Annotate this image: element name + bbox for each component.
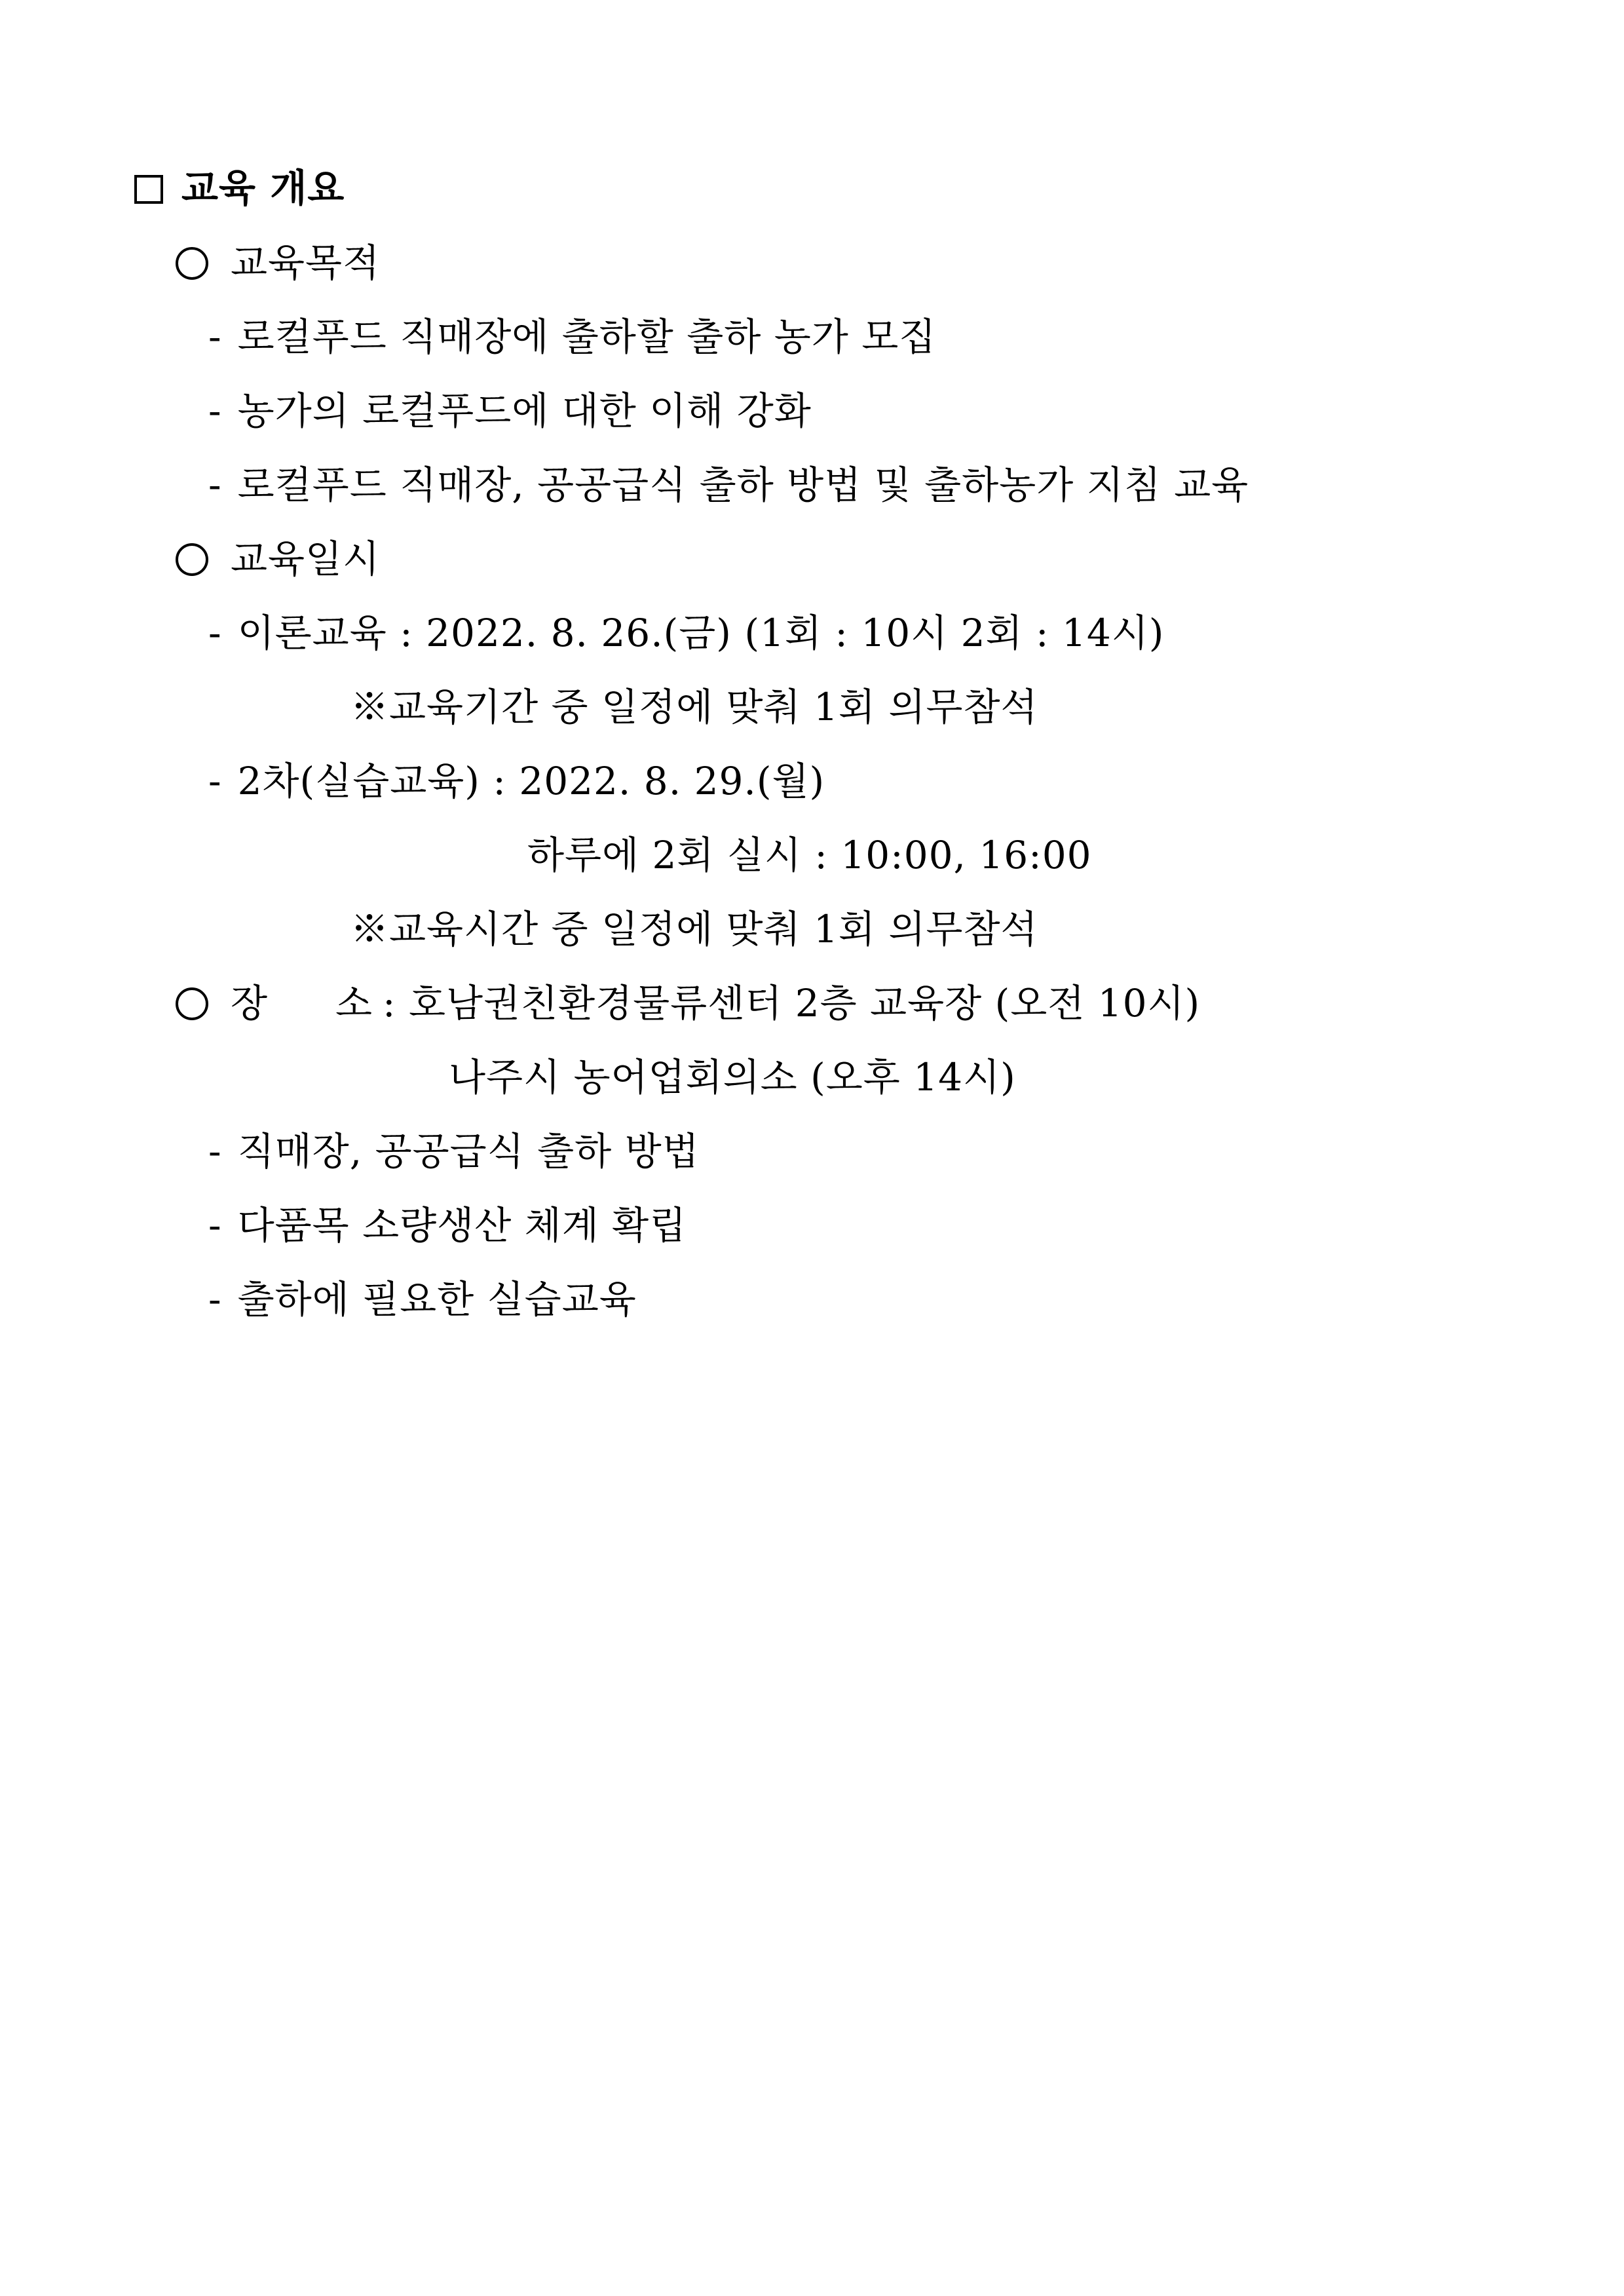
circle-bullet-icon xyxy=(176,247,208,280)
circle-bullet-icon xyxy=(176,987,208,1020)
schedule-practice-times: 하루에 2회 실시 : 10:00, 16:00 xyxy=(527,833,1092,877)
list-item xyxy=(208,1276,637,1322)
list-item xyxy=(208,1202,687,1248)
purpose-title: 교육목적 xyxy=(231,240,381,285)
dash-bullet: - xyxy=(208,611,222,655)
dash-bullet: - xyxy=(208,463,222,507)
schedule-practice-note: ※교육시간 중 일정에 맞춰 1회 의무참석 xyxy=(350,907,1038,951)
list-item xyxy=(208,1128,700,1174)
dash-bullet: - xyxy=(208,1129,222,1174)
content-item-3: 출하에 필요한 실습교육 xyxy=(237,1277,637,1322)
schedule-theory: 이론교육 : 2022. 8. 26.(금) (1회 : 10시 2회 : 14시) xyxy=(237,611,1165,655)
schedule-title: 교육일시 xyxy=(231,537,381,581)
dash-bullet: - xyxy=(208,759,222,803)
purpose-heading xyxy=(176,240,380,286)
dash-bullet: - xyxy=(208,1203,222,1248)
list-item xyxy=(208,388,812,434)
dash-bullet: - xyxy=(208,1277,222,1322)
list-item xyxy=(208,314,936,360)
section-heading xyxy=(134,165,345,211)
purpose-item-1: 로컬푸드 직매장에 출하할 출하 농가 모집 xyxy=(237,315,937,359)
content-item-2: 다품목 소량생산 체계 확립 xyxy=(237,1203,687,1248)
list-item xyxy=(208,462,1249,508)
circle-bullet-icon xyxy=(176,543,208,576)
place-location-1: : 호남권친환경물류센터 2층 교육장 (오전 10시) xyxy=(383,981,1201,1025)
list-item xyxy=(208,758,825,804)
place-heading xyxy=(176,980,1200,1026)
purpose-item-2: 농가의 로컬푸드에 대한 이해 강화 xyxy=(237,389,812,433)
list-item xyxy=(208,610,1164,656)
purpose-item-3: 로컬푸드 직매장, 공공급식 출하 방법 및 출하농가 지침 교육 xyxy=(237,463,1249,507)
square-bullet-icon xyxy=(134,175,163,204)
dash-bullet: - xyxy=(208,389,222,433)
dash-bullet: - xyxy=(208,315,222,359)
place-label-second: 소 xyxy=(335,981,373,1025)
schedule-heading xyxy=(176,536,380,582)
place-location-2: 나주시 농어업회의소 (오후 14시) xyxy=(449,1055,1016,1100)
schedule-practice: 2차(실습교육) : 2022. 8. 29.(월) xyxy=(237,759,825,803)
content-item-1: 직매장, 공공급식 출하 방법 xyxy=(237,1129,700,1174)
section-title: 교육 개요 xyxy=(181,166,345,210)
schedule-theory-note: ※교육기간 중 일정에 맞춰 1회 의무참석 xyxy=(350,685,1038,729)
place-label-first: 장 xyxy=(231,981,269,1025)
